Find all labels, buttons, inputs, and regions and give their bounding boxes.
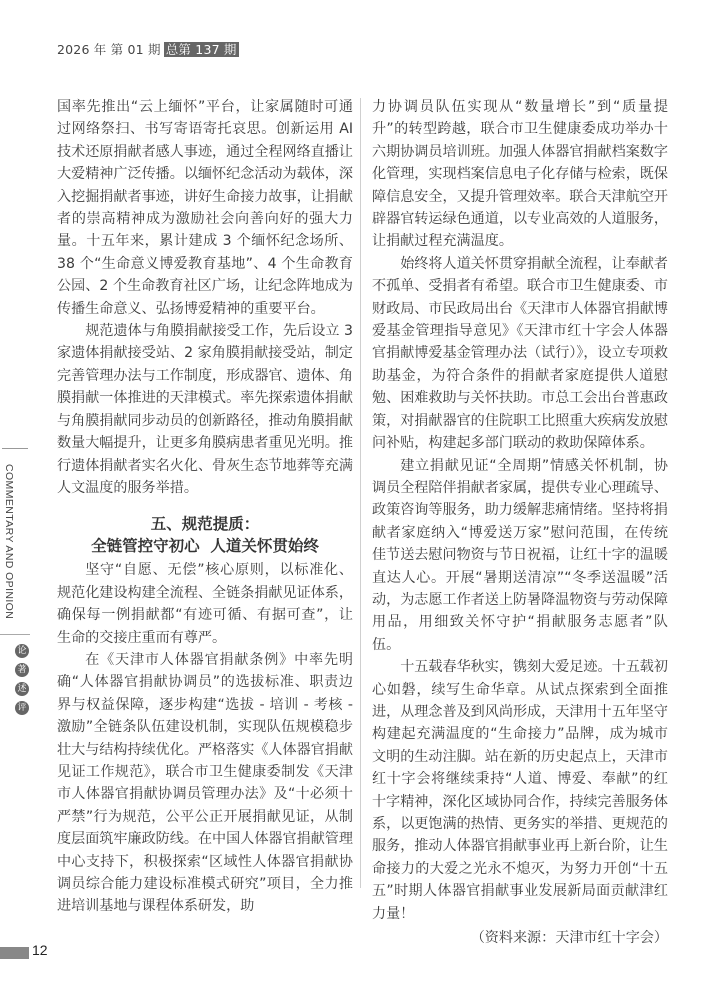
paragraph: 规范遗体与角膜捐献接受工作，先后设立 3 家遗体捐献接受站、2 家角膜捐献接受站，制定完善管理办法与工作制度，形成器官、遗体、角膜捐献一体推进的天津模式。率先探索遗体捐献与角膜捐献同步动员的创新路径，推动角膜捐献数量大幅提升，让更多角膜病患者重见光明。推行遗体捐献者实名火化、骨灰生态节地葬等充满人文温度的服务举措。: [57, 323, 353, 496]
paragraph: 始终将人道关怀贯穿捐献全流程，让奉献者不孤单、受捐者有希望。联合市卫生健康委、市财政局、市民政局出台《天津市人体器官捐献博爱基金管理指导意见》《天津市红十字会人体器官捐献博爱基金管理办法（试行）》，设立专项救助基金，为符合条件的捐献者家庭提供人道慰勉、困难救助与关怀扶助。市总工会出台普惠政策，对捐献器官的住院职工比照重大疾病发放慰问补贴，构建起多部门联动的救助保障体系。: [372, 255, 668, 452]
right-column: [372, 96, 668, 949]
paragraph: 力协调员队伍实现从“数量增长”到“质量提升”的转型跨越，联合市卫生健康委成功举办十六期协调员培训班。加强人体器官捐献档案数字化管理，实现档案信息电子化存储与检索，既保障信息安全，又提升管理效率。联合天津航空开辟器官转运绿色通道，以专业高效的人道服务，让捐献过程充满温度。: [372, 99, 668, 250]
issue-number: 2026 年 第 01 期: [57, 42, 161, 57]
column-divider: [360, 98, 361, 888]
section-char: 论: [15, 644, 29, 658]
section-char: 评: [15, 701, 29, 715]
section-heading: [57, 513, 353, 557]
page-number: 12: [32, 942, 48, 958]
left-column: [57, 96, 353, 918]
section-label-cn: [15, 644, 29, 720]
paragraph: 国率先推出“云上缅怀”平台，让家属随时可通过网络祭扫、书写寄语寄托哀思。创新运用 AI 技术还原捐献者感人事迹，通过全程网络直播让大爱精神广泛传播。以缅怀纪念活动为载体，深入挖掘捐献者事迹，讲好生命接力故事，让捐献者的崇高精神成为激励社会向善向好的强大力量。十五年来，累计建成 3 个缅怀纪念场所、38 个“生命意义博爱教育基地”、4 个生命教育公园、2 个生命教育社区广场，让纪念阵地成为传播生命意义、弘扬博爱精神的重要平台。: [57, 99, 353, 317]
section-heading-line1: 五、规范提质：: [150, 515, 260, 534]
source-credit: （资料来源：天津市红十字会）: [470, 930, 668, 947]
sidebar-separator: [0, 634, 30, 635]
paragraph: 坚守“自愿、无偿”核心原则，以标准化、规范化建设构建全流程、全链条捐献见证体系，确保每一例捐献都“有迹可循、有据可查”，让生命的交接庄重而有尊严。: [57, 562, 353, 646]
section-char: 著: [15, 663, 29, 677]
issue-header: [57, 40, 239, 58]
paragraph: 十五载春华秋实，镌刻大爱足迹。十五载初心如磐，续写生命华章。从试点探索到全面推进，从理念普及到风尚形成，天津用十五年坚守构建起充满温度的“生命接力”品牌，成为城市文明的生动注脚。站在新的历史起点上，天津市红十字会将继续秉持“人道、博爱、奉献”的红十字精神，深化区域协同合作，持续完善服务体系，以更饱满的热情、更务实的举措、更规范的服务，推动人体器官捐献事业再上新台阶，让生命接力的大爱之光永不熄灭，为努力开创“十五五”时期人体器官捐献事业发展新局面贡献津红力量！: [372, 659, 668, 922]
footer-bar: [0, 947, 29, 959]
paragraph: 建立捐献见证“全周期”情感关怀机制，协调员全程陪伴捐献者家属，提供专业心理疏导、政策咨询等服务，助力缓解悲痛情绪。坚持将捐献者家庭纳入“博爱送万家”慰问范围，在传统佳节送去慰问物资与节日祝福，让红十字的温暖直达人心。开展“暑期送清凉”“冬季送温暖”活动，为志愿工作者送上防暑降温物资与劳动保障用品，用细致关怀守护“捐献服务志愿者”队伍。: [372, 457, 668, 653]
paragraph: 在《天津市人体器官捐献条例》中率先明确“人体器官捐献协调员”的选拔标准、职责边界与权益保障，逐步构建“选拔 - 培训 - 考核 - 激励”全链条队伍建设机制，实现队伍规模稳步壮大与结构持续优化。严格落实《人体器官捐献见证工作规范》，联合市卫生健康委制发《天津市人体器官捐献协调员管理办法》及“十必须十严禁”行为规范，公平公正开展捐献见证，从制度层面筑牢廉政防线。在中国人体器官捐献管理中心支持下，积极探索“区域性人体器官捐献协调员综合能力建设标准模式研究”项目，全力推进培训基地与课程体系研发，助: [57, 651, 353, 915]
section-heading-line2: 全链管控守初心 人道关怀贯始终: [91, 537, 319, 556]
sidebar-top-rule: [2, 448, 28, 449]
total-issue-badge: 总第 137 期: [165, 42, 237, 57]
section-char: 述: [15, 682, 29, 696]
section-label-en: COMMENTARY AND OPINION: [3, 464, 15, 620]
